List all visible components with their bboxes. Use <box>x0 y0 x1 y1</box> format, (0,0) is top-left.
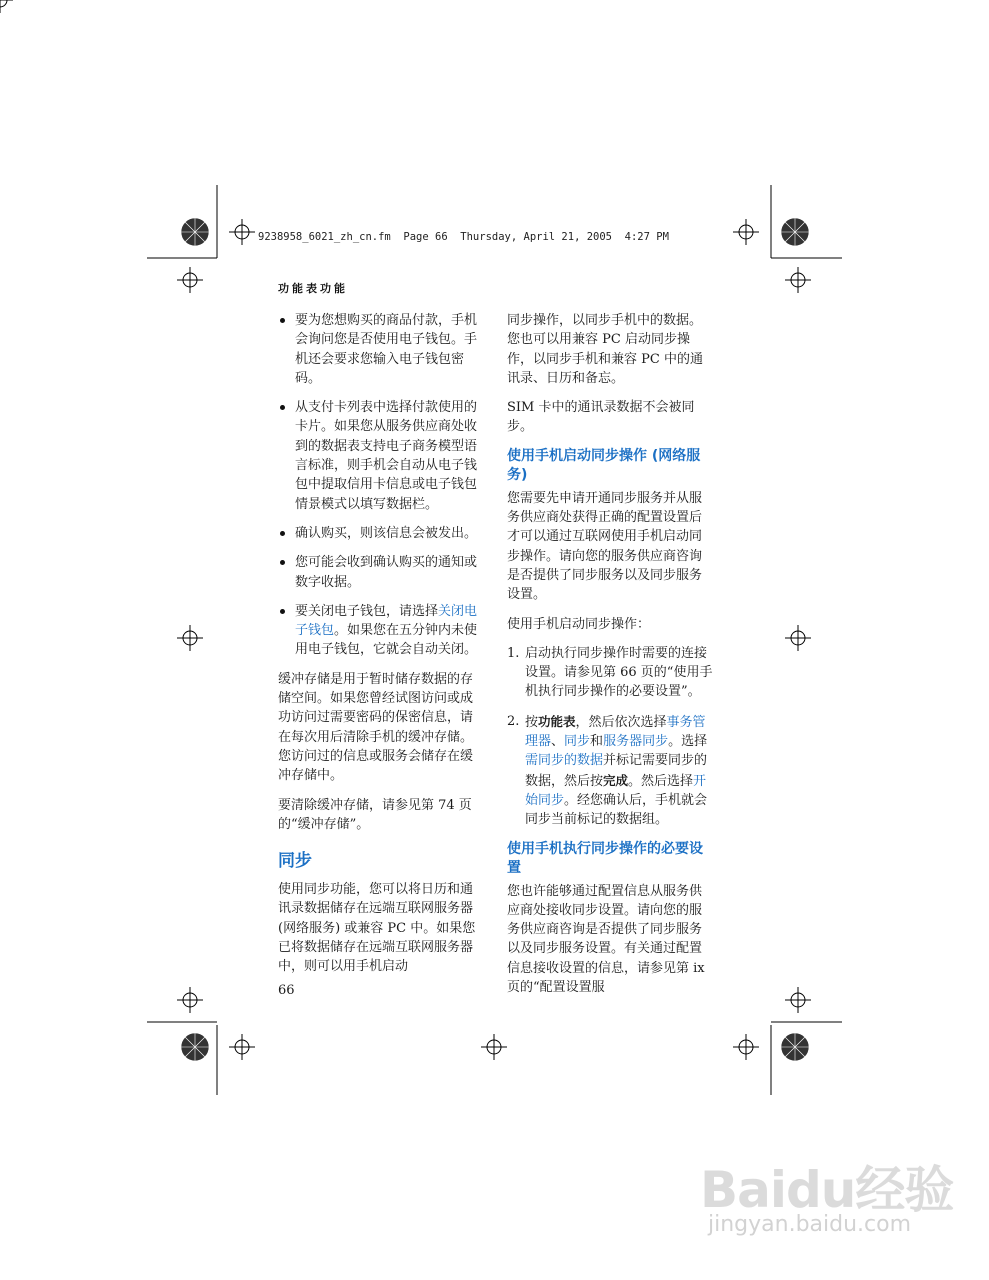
numbered-step <box>507 644 713 702</box>
close-wallet-link[interactable]: 关闭电子钱包 <box>295 603 478 639</box>
paragraph-service: 您需要先申请开通同步服务并从服务供应商处获得正确的配置设置后才可以通过互联网使用手机启动同步操作。请向您的服务供应商咨询是否提供了同步服务以及同步服务设置。 <box>507 490 703 603</box>
server-sync-link[interactable]: 服务器同步 <box>603 734 669 750</box>
baidu-watermark-url: jingyan.baidu.com <box>708 1212 912 1237</box>
sync-link[interactable]: 同步 <box>564 734 591 750</box>
step-text: 、 <box>551 734 565 750</box>
file-header-line: 9238958_6021_zh_cn.fm Page 66 Thursday, April 21, 2005 4:27 PM <box>258 231 669 243</box>
step-text: 启动执行同步操作时需要的连接设置。请参见第 66 页的“使用手机执行同步操作的必要设置”。 <box>525 645 713 700</box>
paragraph-cache: 缓冲存储是用于暂时储存数据的存储空间。如果您曾经试图访问或成功访问过需要密码的保密信息，请在每次用后清除手机的缓冲存储。您访问过的信息或服务会储存在缓冲存储中。 <box>278 671 474 784</box>
done-key-label: 完成 <box>603 772 629 788</box>
subheading-sync-settings: 使用手机执行同步操作的必要设置 <box>507 840 703 876</box>
left-column <box>278 311 484 987</box>
numbered-step <box>507 712 713 830</box>
paragraph-sync-continued: 同步操作，以同步手机中的数据。您也可以用兼容 PC 启动同步操作，以同步手机和兼容 PC 中的通讯录、日历和备忘。 <box>507 313 703 386</box>
organizer-link[interactable]: 事务管理器 <box>525 714 706 750</box>
step-text: ，然后依次选择 <box>575 714 667 730</box>
running-head: 功能表功能 <box>278 282 348 295</box>
list-item: 要为您想购买的商品付款，手机会询问您是否使用电子钱包。手机还会要求您输入电子钱包密码。 <box>278 311 484 388</box>
right-column <box>507 311 713 1007</box>
list-item: 您可能会收到确认购买的通知或数字收据。 <box>278 553 484 592</box>
step-text: 。选择 <box>668 734 708 750</box>
list-item-text: 要关闭电子钱包，请选择 <box>295 603 439 619</box>
paragraph-settings: 您也许能够通过配置信息从服务供应商处接收同步设置。请向您的服务供应商咨询是否提供了同步服务以及同步服务设置。有关通过配置信息接收设置的信息，请参见第 ix 页的“配置设置服 <box>507 883 705 996</box>
step-text: 并标记需要同步的数据，然后按 <box>525 753 708 789</box>
page-number: 66 <box>278 983 295 998</box>
list-item: 从支付卡列表中选择付款使用的卡片。如果您从服务供应商处收到的数据表支持电子商务模型语言标准，则手机会自动从电子钱包中提取信用卡信息或电子钱包情景模式以填写数据栏。 <box>278 398 484 514</box>
step-text: 按 <box>525 714 539 730</box>
subheading-start-sync: 使用手机启动同步操作 (网络服务) <box>507 447 701 483</box>
paragraph-clear-cache: 要清除缓冲存储，请参见第 74 页的“缓冲存储”。 <box>278 797 472 832</box>
list-item: 确认购买，则该信息会被发出。 <box>278 524 484 543</box>
start-sync-link[interactable]: 开始同步 <box>525 773 707 808</box>
step-text: 和 <box>590 734 604 750</box>
paragraph-steps-intro: 使用手机启动同步操作： <box>507 616 651 632</box>
paragraph-sim: SIM 卡中的通讯录数据不会被同步。 <box>507 400 695 435</box>
step-text: 。经您确认后，手机就会同步当前标记的数据组。 <box>525 792 708 828</box>
menu-key-label: 功能表 <box>538 713 576 729</box>
section-heading-sync: 同步 <box>278 851 312 872</box>
list-item <box>278 602 484 660</box>
step-number: 1. <box>507 645 520 661</box>
paragraph-sync: 使用同步功能，您可以将日历和通讯录数据储存在远端互联网服务器 (网络服务) 或兼容 PC 中。如果您已将数据储存在远端互联网服务器中，则可以用手机启动 <box>278 882 476 975</box>
baidu-watermark-logo: Baidu经验 <box>700 1161 954 1219</box>
data-to-sync-link[interactable]: 需同步的数据 <box>525 753 604 769</box>
step-number: 2. <box>507 713 520 729</box>
list-item-text: 。如果您在五分钟内未使用电子钱包，它就会自动关闭。 <box>295 623 478 658</box>
step-text: 。然后选择 <box>628 773 694 789</box>
